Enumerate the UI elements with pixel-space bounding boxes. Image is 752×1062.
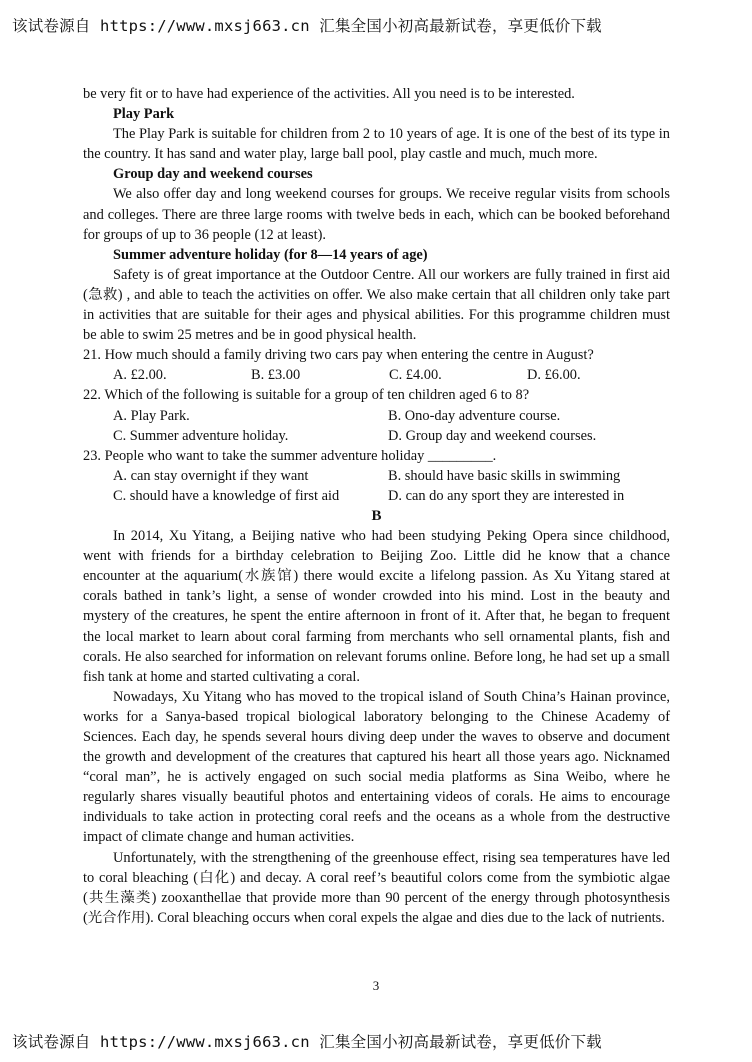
group-day-text: We also offer day and long weekend courses for groups. We receive regular visits from schools and colleges. There are three large rooms with twelve beds in each, which can be booked beforehand for groups of up to 36 people (12 at least). <box>83 186 670 243</box>
question-23-options-row2 <box>83 486 670 506</box>
option-b: B. should have basic skills in swimming <box>388 467 621 484</box>
question-23-stem: 23. People who want to take the summer adventure holiday _________. <box>83 447 497 464</box>
group-day-heading: Group day and weekend courses <box>113 166 313 183</box>
page-content <box>83 84 670 928</box>
question-22-options-row2 <box>83 426 670 446</box>
passage-b-paragraph-2: Nowadays, Xu Yitang who has moved to the tropical island of South China’s Hainan province, works for a Sanya-based tropical biological laboratory belonging to the Chinese Academy of Sciences. Each day, he spends several hours diving deep under the waves to observe and document the growth and development of the creatures that captured his heart all those years ago. Nicknamed “coral man”, he is actively engaged on such social media platforms as Sina Weibo, where he regularly shares visually beautiful photos and entertaining videos of corals. He aims to encourage individuals to take action in protecting coral reefs and the oceans as a whole from the destructive impact of climate change and human activities. <box>83 688 670 846</box>
option-d: D. Group day and weekend courses. <box>388 427 597 444</box>
option-c: C. should have a knowledge of first aid <box>113 487 340 504</box>
passage-b-paragraph-3: Unfortunately, with the strengthening of the greenhouse effect, rising sea temperatures have led to coral bleaching (白化) and decay. A coral reef’s beautiful colors come from the symbiotic algae (共生藻类) zooxanthellae that provide more than 90 percent of the energy through photosynthesis (光合作用). Coral bleaching occurs when coral expels the algae and dies due to the lack of nutrients. <box>83 849 670 926</box>
option-d: D. can do any sport they are interested in <box>388 487 625 504</box>
watermark-top: 该试卷源自 https://www.mxsj663.cn 汇集全国小初高最新试卷，享更低价下载 <box>12 17 602 35</box>
watermark-bottom: 该试卷源自 https://www.mxsj663.cn 汇集全国小初高最新试卷，享更低价下载 <box>12 1033 602 1051</box>
question-22-options-row1 <box>83 406 670 426</box>
option-c: C. Summer adventure holiday. <box>113 427 289 444</box>
summer-heading: Summer adventure holiday (for 8—14 years of age) <box>113 246 428 263</box>
option-b: B. £3.00 <box>251 367 301 384</box>
option-a: A. can stay overnight if they want <box>113 467 309 484</box>
play-park-heading: Play Park <box>113 106 175 123</box>
question-21-stem: 21. How much should a family driving two cars pay when entering the centre in August? <box>83 347 594 364</box>
option-c: C. £4.00. <box>389 367 442 384</box>
passage-b-paragraph-1: In 2014, Xu Yitang, a Beijing native who had been studying Peking Opera since childhood, went with friends for a birthday celebration to Beijing Zoo. Little did he know that a chance encounter at the aquarium(水族馆) there would excite a lifelong passion. As Xu Yitang stared at corals bathed in tank’s light, a sense of wonder crowded into his mind. Lost in the beauty and mystery of the creatures, he spent the entire afternoon in front of it. After that, he began to frequent the local market to learn about coral farming from merchants who sell ornamental plants, fish and corals. He also searched for information on relevant forums online. Before long, he had set up a small fish tank at home and started cultivating a coral. <box>83 528 670 685</box>
page-number: 3 <box>372 978 380 993</box>
question-23-options-row1 <box>83 466 670 486</box>
option-b: B. Ono-day adventure course. <box>388 407 561 424</box>
intro-tail: be very fit or to have had experience of the activities. All you need is to be interested. <box>83 86 575 102</box>
section-b-label: B <box>371 507 382 524</box>
option-a: A. £2.00. <box>113 367 167 384</box>
option-a: A. Play Park. <box>113 407 190 424</box>
option-d: D. £6.00. <box>527 367 581 384</box>
question-21-options <box>83 365 670 385</box>
summer-text: Safety is of great importance at the Outdoor Centre. All our workers are fully trained in first aid (急救) , and able to teach the activities on offer. We also make certain that all children only take part in activities that are suitable for their ages and physical abilities. For this programme children must be able to swim 25 metres and be in good physical health. <box>83 266 670 344</box>
play-park-text: The Play Park is suitable for children from 2 to 10 years of age. It is one of the best of its type in the country. It has sand and water play, large ball pool, play castle and much, much more. <box>83 126 670 163</box>
question-22-stem: 22. Which of the following is suitable for a group of ten children aged 6 to 8? <box>83 387 530 404</box>
